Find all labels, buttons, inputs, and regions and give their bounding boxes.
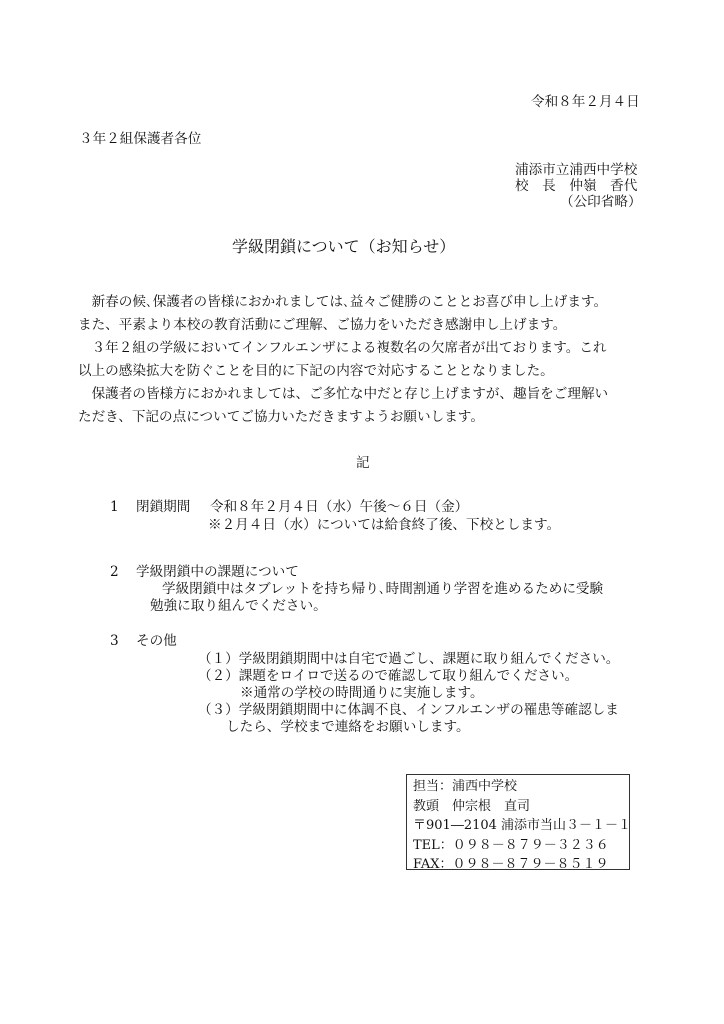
item-number: 2 <box>110 564 119 580</box>
document-date: 令和８年２月４日 <box>531 94 640 110</box>
contact-fax: FAX：０９８－８７９－８５１９ <box>413 857 609 872</box>
document-title: 学級閉鎖について（お知らせ） <box>232 237 456 256</box>
body-line: 新春の候､保護者の皆様におかれましては､益々ご健勝のこととお喜び申し上げます。 <box>78 294 608 310</box>
contact-person: 担当：浦西中学校 <box>413 779 518 794</box>
item-text: 学級閉鎖中はタブレットを持ち帰り､時間割通り学習を進めるために受験 <box>162 581 604 597</box>
body-line: また、平素より本校の教育活動にご理解、ご協力をいただき感謝申し上げます。 <box>78 317 567 333</box>
sub-item: （３）学級閉鎖期間中に体調不良、インフルエンザの罹患等確認しま <box>198 702 619 718</box>
sender-principal: 校 長 仲嶺 香代 <box>515 178 638 194</box>
sub-item: （１）学級閉鎖期間中は自宅で過ごし、課題に取り組んでください。 <box>198 651 620 667</box>
sub-item-note: ※通常の学校の時間通りに実施します。 <box>240 685 484 701</box>
contact-tel: TEL：０９８－８７９－３２３６ <box>413 837 609 853</box>
body-line: 保護者の皆様方におかれましては、ご多忙な中だと存じ上げますが、趣旨をご理解い <box>78 386 609 402</box>
contact-address: 〒901―2104 浦添市当山３－１－１ <box>413 818 632 833</box>
contact-box <box>406 774 630 870</box>
closure-period: 令和８年２月４日（水）午後～６日（金） <box>210 499 469 515</box>
body-line: 以上の感染拡大を防ぐことを目的に下記の内容で対応することとなりました。 <box>78 363 554 379</box>
seal-note: （公印省略） <box>560 194 642 210</box>
item-text: 勉強に取り組んでください。 <box>150 598 327 614</box>
item-label: その他 <box>136 633 177 649</box>
contact-name: 教頭 仲宗根 直司 <box>413 798 531 814</box>
sub-item: したら、学校まで連絡をお願いします。 <box>226 719 470 735</box>
body-line: ３年２組の学級においてインフルエンザによる複数名の欠席者が出ております。これ <box>78 340 607 356</box>
item-number: 3 <box>110 633 119 649</box>
body-line: ただき、下記の点についてご協力いただきますようお願いします。 <box>78 409 484 425</box>
closure-note: ※２月４日（水）については給食終了後、下校とします。 <box>208 517 561 533</box>
sub-item: （２）課題をロイロで送るので確認して取り組んでください。 <box>198 668 579 684</box>
item-number: 1 <box>110 499 119 515</box>
item-label: 学級閉鎖中の課題について <box>136 564 299 580</box>
addressee: ３年２組保護者各位 <box>79 131 202 147</box>
ki-heading: 記 <box>356 455 370 471</box>
item-label: 閉鎖期間 <box>136 499 191 515</box>
sender-school: 浦添市立浦西中学校 <box>515 162 638 178</box>
